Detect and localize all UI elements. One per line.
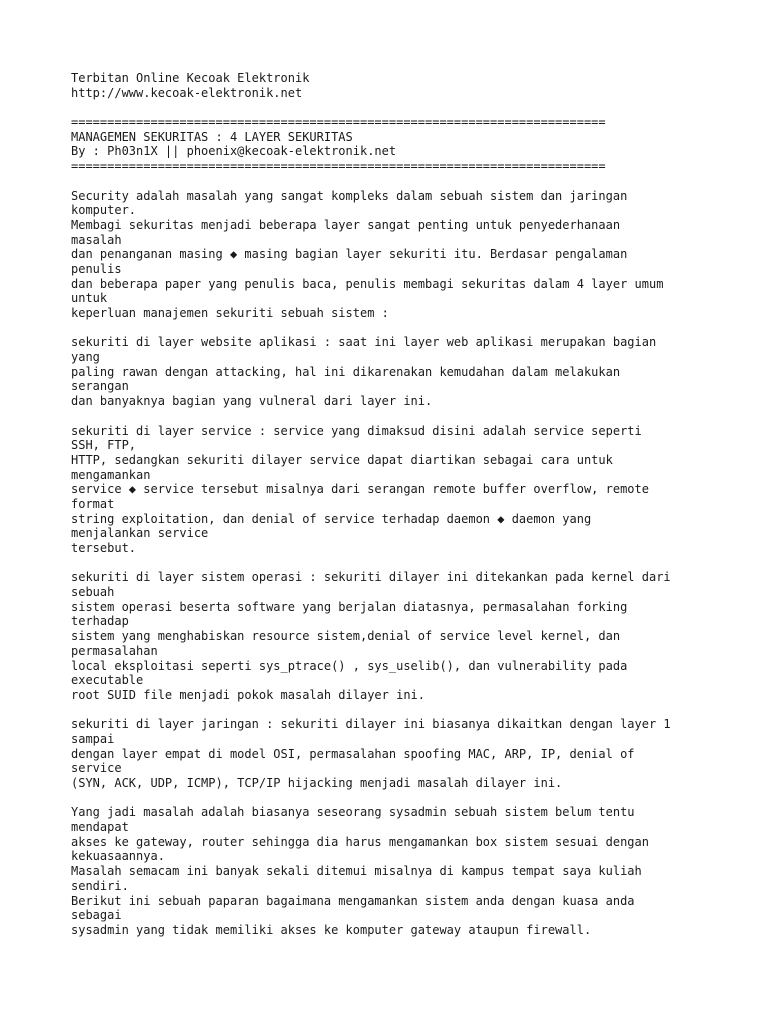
paragraph-line: Berikut ini sebuah paparan bagaimana mengamankan sistem anda dengan kuasa anda — [71, 893, 635, 908]
paragraph — [71, 805, 751, 937]
paragraph-line: untuk — [71, 291, 108, 306]
paragraph-line: dan penanganan masing ◆ masing bagian layer sekuriti itu. Berdasar pengalaman — [71, 247, 628, 262]
rule-divider-bottom: ========================================================================== — [71, 159, 606, 174]
paragraph-line: sekuriti di layer sistem operasi : sekuriti dilayer ini ditekankan pada kernel dari — [71, 570, 671, 585]
paragraph-line: service — [71, 761, 122, 776]
paragraph-line: komputer. — [71, 203, 137, 218]
paragraph-line: dan beberapa paper yang penulis baca, penulis membagi sekuritas dalam 4 layer umum — [71, 276, 664, 291]
paragraph-line: sistem operasi beserta software yang berjalan diatasnya, permasalahan forking — [71, 599, 628, 614]
paragraph-line: sistem yang menghabiskan resource sistem,denial of service level kernel, dan — [71, 629, 621, 644]
paragraph-line: dan banyaknya bagian yang vulneral dari layer ini. — [71, 394, 433, 409]
paragraph-line: Masalah semacam ini banyak sekali ditemui misalnya di kampus tempat saya kuliah — [71, 864, 642, 879]
article-title-block — [71, 115, 751, 174]
paragraph-line: mendapat — [71, 820, 129, 835]
spacer — [71, 556, 751, 571]
article-title: MANAGEMEN SEKURITAS : 4 LAYER SEKURITAS — [71, 129, 353, 144]
article-byline: By : Ph03n1X || phoenix@kecoak-elektronik.net — [71, 144, 397, 159]
paragraph-line: dengan layer empat di model OSI, permasalahan spoofing MAC, ARP, IP, denial of — [71, 746, 635, 761]
article-body — [71, 174, 751, 938]
spacer — [71, 791, 751, 806]
paragraph-line: sekuriti di layer website aplikasi : saat ini layer web aplikasi merupakan bagian — [71, 335, 657, 350]
publication-url: http://www.kecoak-elektronik.net — [71, 85, 303, 100]
paragraph-line: keperluan manajemen sekuriti sebuah sistem : — [71, 306, 389, 320]
paragraph-line: sampai — [71, 731, 115, 746]
paragraph-line: Security adalah masalah yang sangat kompleks dalam sebuah sistem dan jaringan — [71, 188, 628, 203]
paragraph-line: Membagi sekuritas menjadi beberapa layer sangat penting untuk penyederhanaan — [71, 217, 621, 232]
paragraph-line: sysadmin yang tidak memiliki akses ke komputer gateway ataupun firewall. — [71, 922, 592, 937]
paragraph-line: permasalahan — [71, 643, 158, 658]
paragraph — [71, 424, 751, 556]
paragraph-line: mengamankan — [71, 467, 151, 482]
paragraph-line: sebuah — [71, 585, 115, 600]
spacer — [71, 100, 751, 115]
paragraph-line: kekuasaannya. — [71, 849, 165, 864]
paragraph-line: penulis — [71, 261, 122, 276]
paragraph-line: sekuriti di layer service : service yang dimaksud disini adalah service seperti — [71, 423, 642, 438]
paragraph-line: HTTP, sedangkan sekuriti dilayer service dapat diartikan sebagai cara untuk — [71, 452, 613, 467]
paragraph-line: serangan — [71, 379, 129, 394]
spacer — [71, 321, 751, 336]
paragraph-line: akses ke gateway, router sehingga dia harus mengamankan box sistem sesuai dengan — [71, 834, 649, 849]
paragraph-line: masalah — [71, 232, 122, 247]
paragraph-line: string exploitation, dan denial of service terhadap daemon ◆ daemon yang — [71, 511, 592, 526]
paragraph — [71, 189, 751, 321]
spacer — [71, 174, 751, 189]
paragraph-line: format — [71, 496, 115, 511]
paragraph — [71, 335, 751, 408]
rule-divider-top: ========================================================================== — [71, 115, 606, 130]
paragraph-line: sebagai — [71, 908, 122, 923]
spacer — [71, 409, 751, 424]
paragraph — [71, 570, 751, 702]
spacer — [71, 703, 751, 718]
paragraph-line: SSH, FTP, — [71, 438, 137, 453]
paragraph-line: yang — [71, 350, 100, 365]
paragraph-line: root SUID file menjadi pokok masalah dilayer ini. — [71, 687, 426, 702]
paragraph-line: executable — [71, 673, 144, 688]
paragraph-line: menjalankan service — [71, 526, 209, 541]
paragraph-line: sendiri. — [71, 878, 129, 893]
paragraph-line: service ◆ service tersebut misalnya dari serangan remote buffer overflow, remote — [71, 482, 649, 497]
document-page — [71, 71, 751, 938]
paragraph-line: tersebut. — [71, 541, 137, 555]
paragraph — [71, 717, 751, 790]
paragraph-line: Yang jadi masalah adalah biasanya seseorang sysadmin sebuah sistem belum tentu — [71, 805, 635, 820]
paragraph-line: terhadap — [71, 614, 129, 629]
paragraph-line: paling rawan dengan attacking, hal ini dikarenakan kemudahan dalam melakukan — [71, 364, 621, 379]
paragraph-line: local eksploitasi seperti sys_ptrace() , sys_uselib(), dan vulnerability pada — [71, 658, 628, 673]
publication-name: Terbitan Online Kecoak Elektronik — [71, 71, 310, 85]
publication-header — [71, 71, 751, 100]
paragraph-line: (SYN, ACK, UDP, ICMP), TCP/IP hijacking menjadi masalah dilayer ini. — [71, 776, 563, 790]
paragraph-line: sekuriti di layer jaringan : sekuriti dilayer ini biasanya dikaitkan dengan layer 1 — [71, 717, 671, 732]
